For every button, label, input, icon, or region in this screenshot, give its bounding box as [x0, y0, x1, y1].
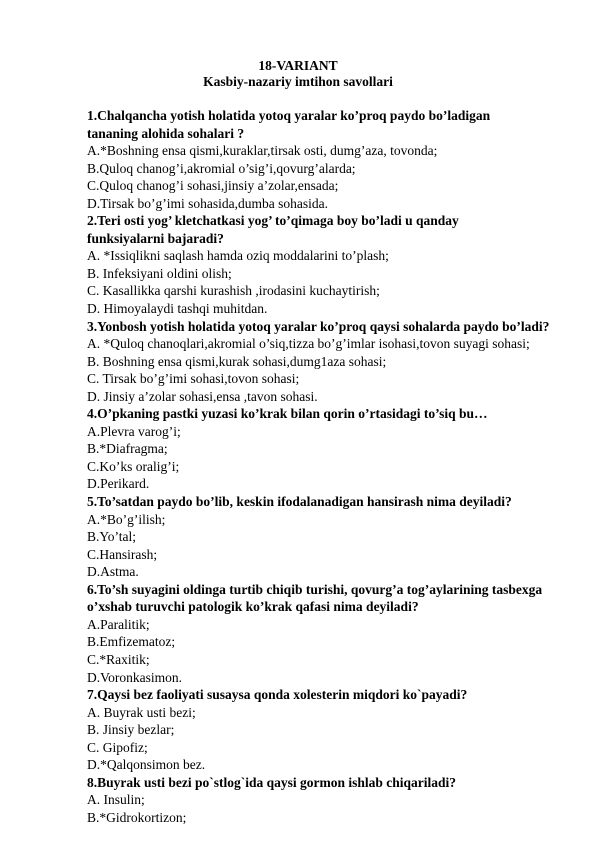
question-8: [87, 774, 557, 827]
answer-option: D. Jinsiy a’zolar sohasi,ensa ,tavon sohasi.: [87, 388, 318, 404]
question-text: 6.To’sh suyagini oldinga turtib chiqib turishi, qovurg’a tog’aylarining tasbexga o’xshab turuvchi patologik ko’krak qafasi nima deyiladi?: [87, 581, 543, 615]
answer-option: A. Buyrak usti bezi;: [87, 704, 196, 720]
question-5: [87, 493, 557, 581]
answer-option: A.*Boshning ensa qismi,kuraklar,tirsak osti, dumg’aza, tovonda;: [87, 143, 438, 159]
question-text: 5.To’satdan paydo bo’lib, keskin ifodalanadigan hansirash nima deyiladi?: [87, 494, 512, 510]
answer-option: C.Hansirash;: [87, 546, 158, 562]
question-text: tananing alohida sohalari ?: [87, 125, 245, 141]
answer-option: B.*Diafragma;: [87, 441, 168, 457]
answer-option: A. *Quloq chanoqlari,akromial o’siq,tizza bo’g’imlar isohasi,tovon suyagi sohasi;: [87, 336, 530, 352]
question-text: 8.Buyrak usti bezi po`stlog`ida qaysi gormon ishlab chiqariladi?: [87, 774, 457, 790]
answer-option: A.*Bo’g’ilish;: [87, 511, 166, 527]
answer-option: C. Gipofiz;: [87, 739, 148, 755]
answer-option: B. Jinsiy bezlar;: [87, 722, 175, 738]
question-7: [87, 686, 557, 774]
answer-option: D.Voronkasimon.: [87, 669, 183, 685]
answer-option: A. Insulin;: [87, 792, 145, 808]
answer-option: C.Quloq chanog’i sohasi,jinsiy a’zolar,ensada;: [87, 178, 339, 194]
answer-option: B.Quloq chanog’i,akromial o’sig’i,qovurg’alarda;: [87, 160, 356, 176]
answer-option: D.Tirsak bo’g’imi sohasida,dumba sohasida.: [87, 195, 328, 211]
question-4: [87, 405, 557, 493]
answer-option: B. Boshning ensa qismi,kurak sohasi,dumg1aza sohasi;: [87, 353, 387, 369]
question-text: 3.Yonbosh yotish holatida yotoq yaralar ko’proq qaysi sohalarda paydo bo’ladi?: [87, 318, 550, 334]
answer-option: C. Tirsak bo’g’imi sohasi,tovon sohasi;: [87, 371, 300, 387]
answer-option: A. *Issiqlikni saqlash hamda oziq moddalarini to’plash;: [87, 248, 389, 264]
question-text: funksiyalarni bajaradi?: [87, 230, 224, 246]
question-1: [87, 107, 557, 212]
question-text: 7.Qaysi bez faoliyati susaysa qonda xolesterin miqdori ko`payadi?: [87, 687, 468, 703]
question-text: 1.Chalqancha yotish holatida yotoq yaralar ko’proq paydo bo’ladigan: [87, 108, 491, 123]
question-2: [87, 212, 557, 317]
question-6: [87, 581, 557, 686]
answer-option: A.Paralitik;: [87, 616, 150, 632]
answer-option: B.Emfizematoz;: [87, 634, 176, 650]
answer-option: C. Kasallikka qarshi kurashish ,irodasini kuchaytirish;: [87, 283, 380, 299]
answer-option: D. Himoyalaydi tashqi muhitdan.: [87, 301, 268, 317]
answer-option: B. Infeksiyani oldini olish;: [87, 265, 232, 281]
answer-option: D.Astma.: [87, 564, 139, 580]
answer-option: A.Plevra varog’i;: [87, 423, 181, 439]
answer-option: D.Perikard.: [87, 476, 150, 492]
answer-option: D.*Qalqonsimon bez.: [87, 757, 206, 773]
exam-subtitle: Kasbiy-nazariy imtihon savollari: [203, 74, 393, 89]
answer-option: C.Ko’ks oralig’i;: [87, 458, 180, 474]
questions-list: [87, 107, 557, 826]
answer-option: C.*Raxitik;: [87, 651, 150, 667]
answer-option: B.*Gidrokortizon;: [87, 809, 187, 825]
question-text: 4.O’pkaning pastki yuzasi ko’krak bilan qorin o’rtasidagi to’siq bu…: [87, 406, 488, 422]
question-text: 2.Teri osti yog’ kletchatkasi yog’ to’qimaga boy bo’ladi u qanday: [87, 213, 459, 229]
question-3: [87, 318, 557, 406]
answer-option: B.Yo’tal;: [87, 529, 137, 545]
variant-title: 18-VARIANT: [258, 58, 338, 73]
